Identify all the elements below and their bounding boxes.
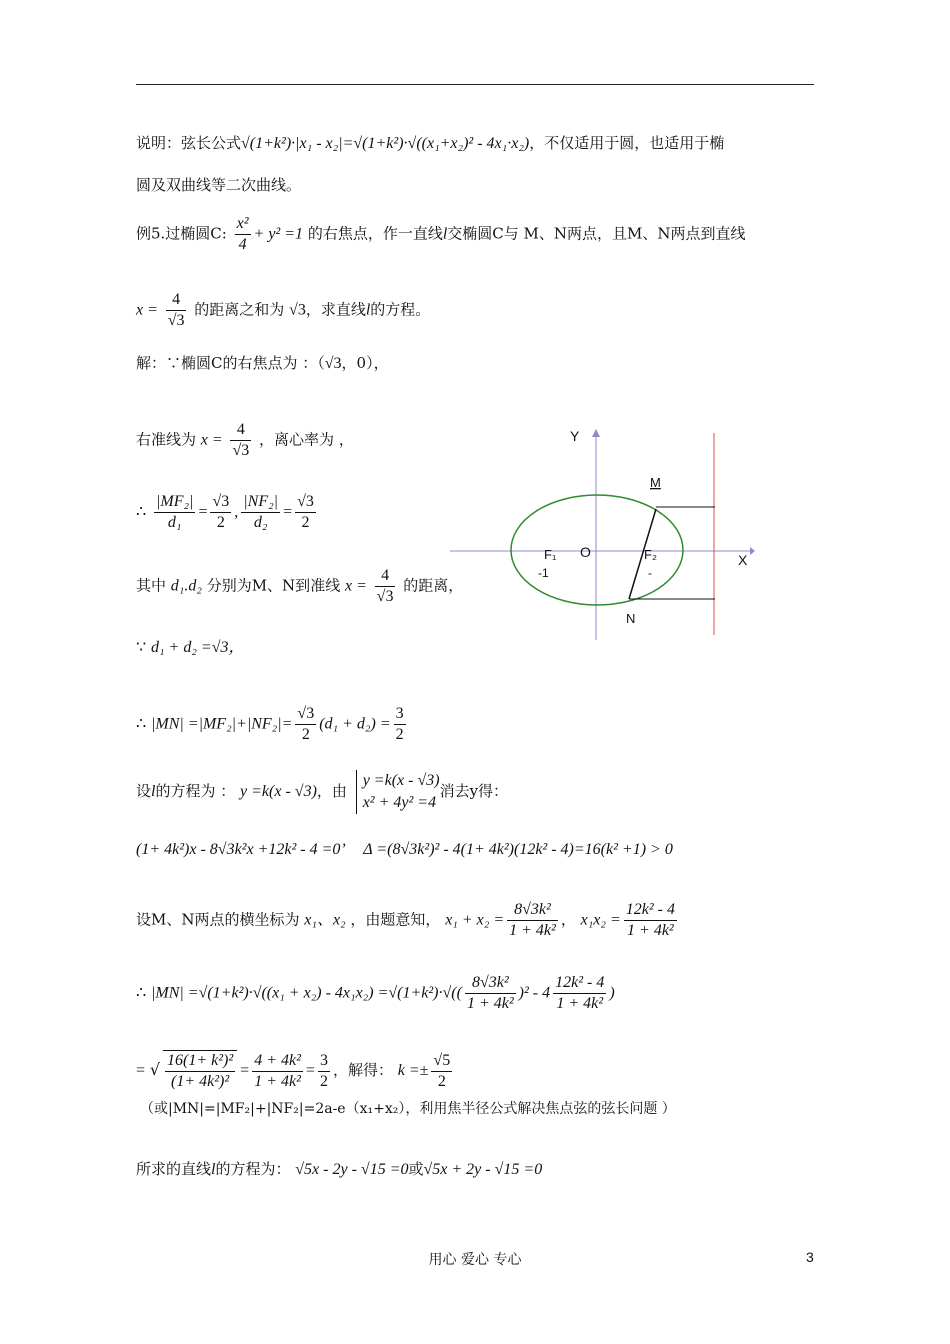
length-mid: )² - 4: [518, 984, 551, 1002]
ratio1-value: [210, 492, 231, 533]
intro-line: [136, 132, 724, 155]
result-num-2: 4 + 4k²: [252, 1051, 303, 1072]
ratio-line: [136, 492, 319, 533]
directrix-label: 右准线为: [136, 430, 197, 449]
x-axis-label: X: [738, 552, 748, 568]
length-close: ): [609, 984, 615, 1002]
where-text: 分别为M、N到准线: [206, 576, 341, 595]
product-fraction: [624, 900, 677, 941]
roots-line: [136, 900, 680, 941]
ellipse-rest: + y² =1: [253, 225, 304, 243]
directrix-tail: ，离心率为 ，: [259, 430, 354, 449]
where-num: 4: [375, 566, 396, 587]
ratio1-value-num: √3: [210, 492, 231, 513]
sum-num: 8√3k²: [507, 900, 558, 921]
x-axis-arrow-icon: [750, 547, 755, 555]
origin-label: O: [580, 544, 591, 560]
f2-label: F₂: [644, 547, 657, 562]
result-den-3: 2: [319, 1072, 328, 1090]
mn-formula: |MN| =|MF₂|+|NF₂|=: [150, 715, 293, 733]
header-rule: [136, 84, 814, 85]
ex2-num: 4: [166, 290, 187, 311]
result-eq-2: =: [240, 1062, 250, 1079]
quadratic-equation: (1+ 4k²)x - 8√3k²x +12k² - 4 =0’: [136, 841, 346, 858]
set-l: l: [151, 783, 156, 800]
directrix-num: 4: [230, 420, 251, 441]
mn-line: [136, 704, 409, 745]
where-tail: 的距离，: [403, 576, 464, 595]
where-lhs: x =: [344, 577, 367, 595]
directrix-line: [136, 420, 354, 461]
set-line: [136, 770, 508, 814]
result-den-1: (1+ 4k²)²: [171, 1073, 230, 1090]
result-num-3: 3: [318, 1051, 330, 1072]
ex2-lhs: x =: [136, 301, 158, 319]
ratio2-fraction: [241, 492, 280, 533]
radical-sign-icon: √: [149, 1060, 161, 1079]
ellipse-curve: [511, 495, 683, 605]
mn-fraction: [295, 704, 316, 745]
line-equation: y =k(x - √3): [240, 783, 317, 800]
solution-tail: ，0），: [341, 354, 389, 372]
f1-sub-label: -1: [538, 566, 549, 580]
ellipse-den: 4: [238, 236, 247, 253]
mn-den: 2: [301, 726, 310, 743]
solution-focus: √3: [324, 355, 342, 372]
line-l: l: [442, 225, 448, 243]
answer-text: 的方程为：: [215, 1160, 291, 1178]
footer: 用心 爱心 专心: [428, 1252, 522, 1268]
ratio2-value-den: 2: [301, 514, 310, 531]
result-fraction-3: [318, 1051, 330, 1092]
answer-label: 所求的直线: [136, 1160, 212, 1178]
sum-lhs: x₁ + x₂ =: [445, 911, 505, 929]
chord-length-formula: √(1+k²)·|x₁ - x₂|=√(1+k²)·√((x₁+x₂)² - 4x₁·x₂): [241, 135, 530, 152]
therefore-symbol-3: ∴: [136, 984, 147, 1002]
therefore-symbol-2: ∴: [136, 715, 147, 733]
therefore-symbol: ∴: [136, 503, 147, 521]
directrix-fraction: [230, 420, 251, 461]
ratio1-eq: =: [198, 503, 208, 521]
mn-result: [394, 704, 406, 745]
set-label: 设: [136, 782, 152, 800]
directrix-lhs: x =: [200, 431, 223, 449]
example-text-2: 交椭圆C与 M、N两点，且M、N两点到直线: [447, 224, 746, 243]
example-label: 例5.过椭圆C:: [136, 224, 227, 243]
solution-label: 解：∵椭圆C的右焦点为 ：（: [136, 354, 325, 372]
ratio1-fraction: [154, 492, 195, 533]
y-axis-arrow-icon: [592, 429, 600, 437]
length-den-2: 1 + 4k²: [556, 995, 604, 1012]
length-fraction-1: [465, 973, 516, 1014]
ex2-l: l: [365, 301, 371, 319]
result-eq-3: =: [305, 1062, 315, 1079]
solution-line: [136, 352, 389, 375]
set-elim: 消去y得：: [439, 782, 509, 800]
ratio2-eq: =: [283, 503, 293, 521]
ratio2-num: |NF₂|: [241, 492, 280, 513]
intro-line-2: 圆及双曲线等二次曲线。: [136, 176, 302, 194]
result-k-fraction: [431, 1051, 452, 1092]
note-line: （或|MN|=|MF₂|+|NF₂|=2a-e（x₁+x₂），利用焦半径公式解决焦点弦的弦长问题 ）: [140, 1101, 676, 1117]
f2-sub-label: -: [648, 566, 652, 580]
intro-suffix: ，不仅适用于圆，也适用于椭: [529, 134, 725, 152]
sum-line: [136, 636, 244, 659]
length-fraction-2: [553, 973, 606, 1014]
result-k-num: √5: [431, 1051, 452, 1072]
result-line: [136, 1050, 455, 1092]
where-den: √3: [376, 588, 394, 605]
system-row-1: y =k(x - √3): [362, 772, 440, 789]
intro-label: 说明：弦长公式: [136, 134, 242, 152]
result-k: k =±: [397, 1062, 429, 1079]
set-text: 的方程为 ：: [155, 782, 236, 800]
mn-mid: (d₁ + d₂) =: [319, 715, 391, 733]
n-label: N: [626, 611, 636, 626]
where-d: d₁.d₂: [170, 577, 202, 595]
where-label: 其中: [136, 576, 167, 595]
product-den: 1 + 4k²: [627, 922, 674, 939]
ex2-den: √3: [167, 312, 185, 329]
example-line: [136, 214, 746, 255]
example-line-2: [136, 290, 430, 331]
roots-text: ，由题意知，: [350, 910, 441, 929]
f1-label: F₁: [544, 547, 557, 562]
answer-or: 或: [408, 1160, 424, 1178]
ex2-tail2: 的方程。: [370, 300, 431, 319]
product-lhs: x₁x₂ =: [580, 911, 621, 929]
ex2-fraction: [166, 290, 187, 331]
m-label: M: [650, 475, 661, 490]
quadratic-line: [136, 838, 673, 861]
length-line: [136, 973, 615, 1014]
sum-fraction: [507, 900, 558, 941]
ellipse-figure: [450, 425, 770, 645]
roots-comma: ，: [560, 910, 576, 929]
ratio2-value: [295, 492, 316, 533]
ellipse-num: x²: [235, 214, 251, 235]
result-eq: =: [136, 1062, 146, 1079]
product-num: 12k² - 4: [624, 900, 677, 921]
result-fraction-2: [252, 1051, 303, 1092]
ellipse-fraction: [235, 214, 251, 255]
mn-num: √3: [295, 704, 316, 725]
answer-line: [136, 1158, 542, 1181]
because-symbol: ∵: [136, 639, 147, 656]
example-text-1: 的右焦点，作一直线: [307, 224, 443, 243]
where-line: [136, 566, 463, 607]
length-formula: |MN| =√(1+k²)·√((x₁ + x₂) - 4x₁x₂) =√(1+k²)·√((: [150, 984, 462, 1002]
directrix-den: √3: [232, 442, 250, 459]
y-axis-label: Y: [570, 428, 580, 444]
result-solve: ，解得：: [332, 1061, 393, 1079]
roots-vars: x₁、x₂: [304, 911, 346, 929]
ratio1-value-den: 2: [216, 514, 225, 531]
ratio1-num: |MF₂|: [154, 492, 195, 513]
ex2-sqrt3: √3: [289, 301, 306, 319]
sum-den: 1 + 4k²: [509, 922, 556, 939]
ratio2-den: d₂: [253, 514, 268, 531]
ex2-text: 的距离之和为: [194, 300, 285, 319]
answer-equation-1: √5x - 2y - √15 =0: [295, 1161, 409, 1178]
where-fraction: [375, 566, 396, 607]
ratio1-den: d₁: [167, 514, 182, 531]
set-by: ，由: [316, 782, 347, 800]
roots-label: 设M、N两点的横坐标为: [136, 910, 300, 929]
sum-formula: d₁ + d₂ =√3，: [150, 639, 245, 656]
equation-system: [356, 770, 440, 814]
ratio2-value-num: √3: [295, 492, 316, 513]
result-k-den: 2: [437, 1072, 446, 1090]
length-den-1: 1 + 4k²: [466, 995, 514, 1012]
result-fraction-1: [163, 1050, 237, 1092]
result-num-1: 16(1+ k²)²: [165, 1051, 235, 1072]
length-num-2: 12k² - 4: [553, 973, 606, 994]
ratio-comma: ,: [234, 503, 239, 521]
answer-l: l: [211, 1161, 216, 1178]
length-num-1: 8√3k²: [465, 973, 516, 994]
result-den-2: 1 + 4k²: [254, 1072, 301, 1090]
system-row-2: x² + 4y² =4: [362, 794, 437, 811]
ex2-tail: ，求直线: [305, 300, 366, 319]
mn-result-num: 3: [394, 704, 406, 725]
answer-equation-2: √5x + 2y - √15 =0: [423, 1161, 543, 1178]
discriminant: Δ =(8√3k²)² - 4(1+ 4k²)(12k² - 4)=16(k² +1) > 0: [363, 841, 673, 858]
page-number: 3: [806, 1249, 814, 1265]
mn-result-den: 2: [395, 726, 404, 743]
